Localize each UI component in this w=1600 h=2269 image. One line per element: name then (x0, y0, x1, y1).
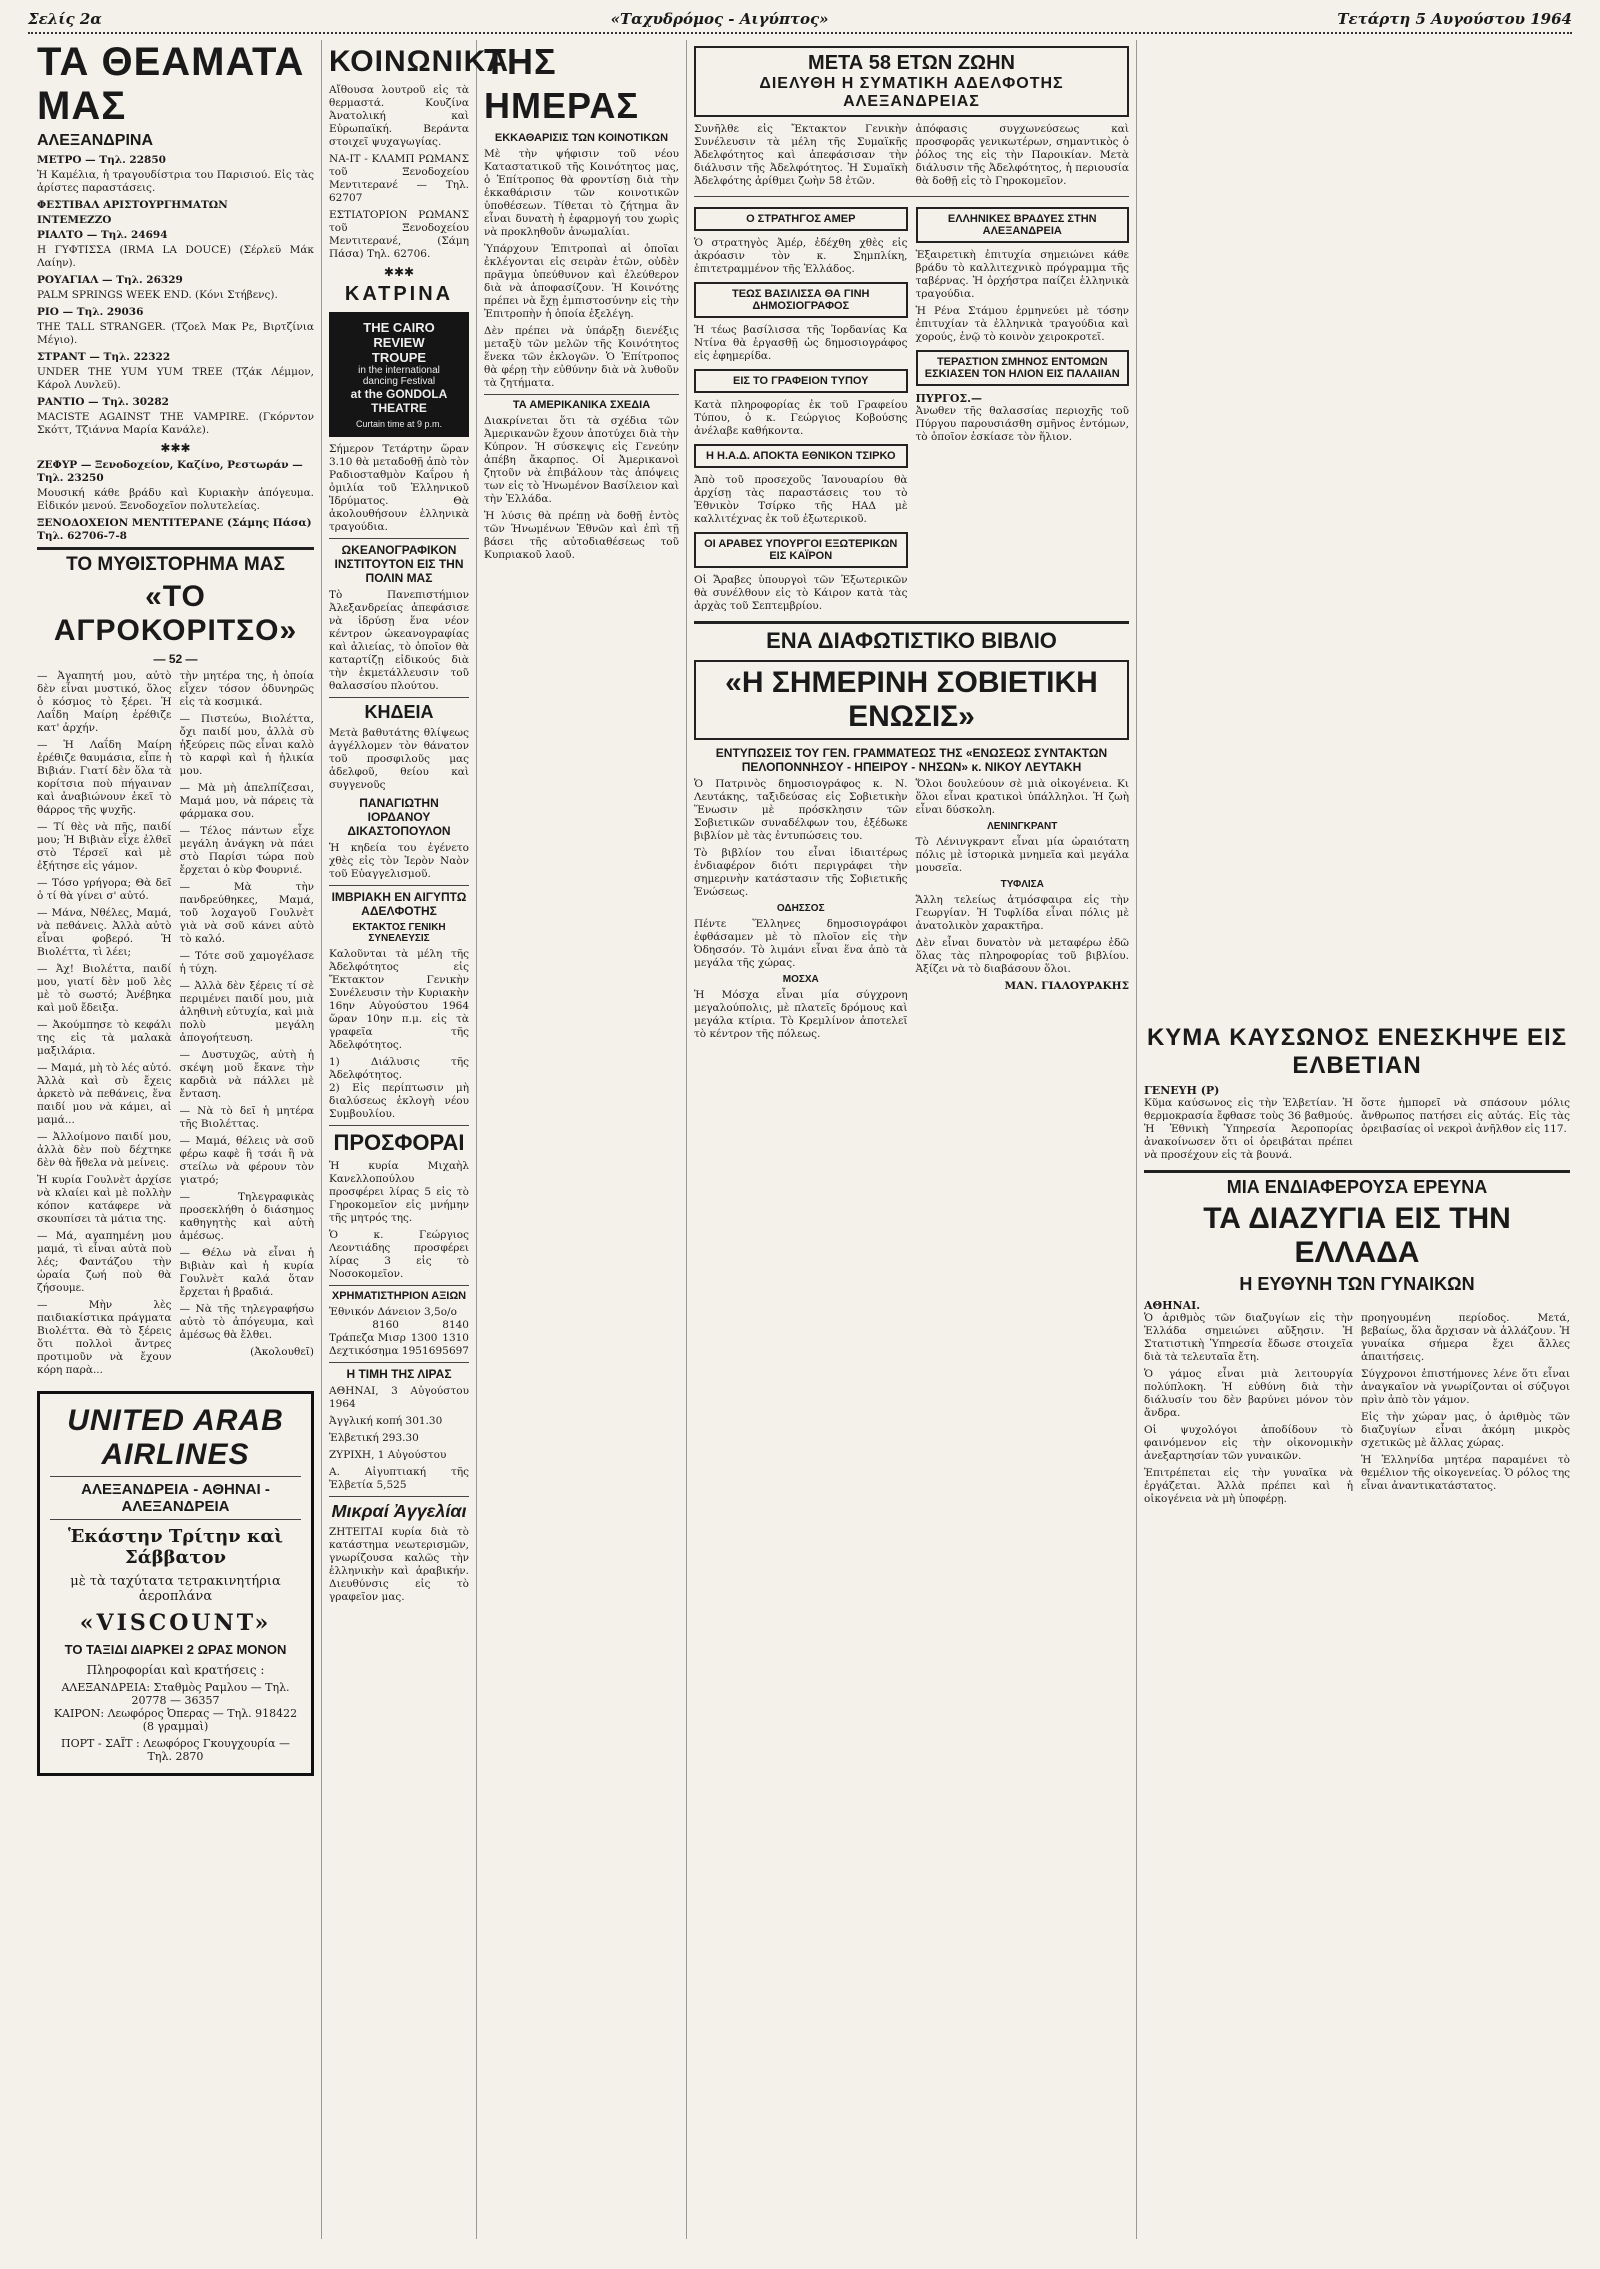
airline-office-portsaid: ΠΟΡΤ - ΣΑΪΤ : Λεωφόρος Γκουγχουρία — Τηλ. 2870 (61, 1737, 290, 1763)
airline-plane-text: μὲ τὰ ταχύτατα τετρακινητήρια ἀεροπλάνα (70, 1574, 281, 1604)
ad-note: Curtain time at 9 p.m. (355, 419, 443, 429)
pyrgos-dateline: ΠΥΡΓΟΣ.— (915, 392, 983, 405)
ad-line: THEATRE (371, 401, 427, 415)
airline-brand: UNITED ARAB AIRLINES (67, 1404, 284, 1471)
novel-title: «ΤΟ ΑΓΡΟΚΟΡΙΤΣΟ» (53, 580, 298, 647)
book-author: ΜΑΝ. ΓΙΑΛΟΥΡΑΚΗΣ (1004, 980, 1129, 992)
press-office-headline: ΕΙΣ ΤΟ ΓΡΑΦΕΙΟΝ ΤΥΠΟΥ (694, 369, 908, 393)
column-day: ΤΗΣ ΗΜΕΡΑΣ ΕΚΚΑΘΑΡΙΣΙΣ ΤΩΝ ΚΟΙΝΟΤΙΚΩΝ Μὲ τὴν ψήφισιν τοῦ νέου Καταστατικοῦ τῆς Κοινότητος μας, ὁ Ἐπίτροπος θὰ φροντίσῃ διὰ τὴν ἐκκαθάρισιν τῶν κοινοτικῶν ὑποθέσεων. Τίθεται τὸ ζήτημα ἂν εἶναι δυνατὴ ἡ ἐφαρμογή του χωρὶς νὰ προκληθοῦν ἀνωμαλίαι. Ὑπάρχουν Ἐπιτροπαὶ αἱ ὁποῖαι ἐκλέγονται εἰς σειρὰν ἐτῶν, οὐδὲν πρᾶγμα ὑπεύθυνον καὶ ἐλεύθερον διὰ νὰ ἀποφασίζουν. Ἡ Κοινότης πρέπει νὰ ἔχῃ ἐμπιστοσύνην εἰς τὴν Ἐπιτροπὴν ἡ ὁποία ἐξελέγη. Δὲν πρέπει νὰ ὑπάρξῃ διενέξις μεταξὺ τῶν μελῶν τῆς Κοινότητος ἕνεκα τῶν ἐκλογῶν. Ὁ Ἐπίτροπος θὰ φέρῃ τὴν εὐθύνην διὰ νὰ λυθοῦν τὰ ζητήματα. ΤΑ ΑΜΕΡΙΚΑΝΙΚΑ ΣΧΕΔΙΑ Διακρίνεται ὅτι τὰ σχέδια τῶν Ἀμερικανῶν ἔχουν ἀποτύχει διὰ τὴν Κύπρον. Ἡ σύσκεψις εἰς Γενεύην ἀπέβη ἄκαρπος. Οἱ Ἀμερικανοὶ ζητοῦν νὰ ἐπιβάλουν τὰς ἀπόψεις των εἰς τὸ Ἡνωμένον Βασίλειον καὶ τὴν Ἑλλάδα. Ἡ λύσις θὰ πρέπῃ νὰ δοθῇ ἐντὸς τῶν Ἡνωμένων Ἐθνῶν καὶ ἐπὶ τῇ βάσει τῆς αὐτοδιαθέσεως τοῦ Κυπριακοῦ λαοῦ. (477, 40, 687, 2239)
gold-row: ΑΘΗΝΑΙ, 3 Αὐγούστου 1964 (329, 1385, 469, 1410)
book-title: «Η ΣΗΜΕΡΙΝΗ ΣΟΒΙΕΤΙΚΗ ΕΝΩΣΙΣ» (694, 660, 1129, 740)
airline-route: ΑΛΕΞΑΝΔΡΕΙΑ - ΑΘΗΝΑΙ - ΑΛΕΞΑΝΔΡΕΙΑ (81, 1481, 270, 1515)
list-item: ΦΕΣΤΙΒΑΛ ΑΡΙΣΤΟΥΡΓΗΜΑΤΩΝ (37, 199, 228, 211)
funeral-title: ΚΗΔΕΙΑ (364, 702, 434, 722)
offerings-title: ΠΡΟΣΦΟΡΑΙ (333, 1130, 465, 1155)
table-row: Ἐθνικόν Δάνειον 3,5ο/ο (329, 1306, 457, 1318)
list-item: ΖΕΦΥΡ — Ξενοδοχείον, Καζίνο, Ρεστωράν — Τηλ. 23250 (37, 459, 303, 484)
column-theatres-novel (30, 40, 322, 2239)
gold-title: Η ΤΙΜΗ ΤΗΣ ΛΙΡΑΣ (346, 1367, 452, 1381)
greek-nights-headline: ΕΛΛΗΝΙΚΕΣ ΒΡΑΔΥΕΣ ΣΤΗΝ ΑΛΕΞΑΝΔΡΕΙΑ (916, 207, 1130, 243)
airline-office-cairo: ΚΑΙΡΟΝ: Λεωφόρος Ὀπερας — Τηλ. 918422 (8 γραμμαὶ) (53, 1707, 298, 1733)
heat-title: ΚΥΜΑ ΚΑΥΣΩΝΟΣ ΕΝΕΣΚΗΨΕ ΕΙΣ ΕΛΒΕΤΙΑΝ (1146, 1024, 1568, 1079)
airline-days: Ἑκάστην Τρίτην καὶ Σάββατον (67, 1526, 283, 1568)
airline-info: Πληροφορίαι καὶ κρατήσεις : (86, 1663, 265, 1677)
funeral-name: ΠΑΝΑΓΙΩΤΗΝ ΙΟΡΔΑΝΟΥ ΔΙΚΑΣΤΟΠΟΥΛΟΝ (347, 796, 451, 838)
book-subtitle: ΕΝΤΥΠΩΣΕΙΣ ΤΟΥ ΓΕΝ. ΓΡΑΜΜΑΤΕΩΣ ΤΗΣ «ΕΝΩΣΕΩΣ ΣΥΝΤΑΚΤΩΝ ΠΕΛΟΠΟΝΝΗΣΟΥ - ΗΠΕΙΡΟΥ - ΝΗΣΩΝ» κ. ΝΙΚΟΥ ΛΕΥΤΑΚΗ (715, 746, 1108, 774)
brotherhood-body: Συνῆλθε εἰς Ἔκτακτον Γενικὴν Συνέλευσιν τὰ μέλη τῆς Συμαϊκῆς Ἀδελφότητος καὶ ἀπεφάσισαν τὴν διάλυσιν τῆς Ἀδελφότητος. Ἡ Συμαϊκὴ Ἀδελφότης ἀρίθμει ζωὴν 58 ἐτῶν. ἀπόφασις συγχωνεύσεως καὶ προσφορᾶς γενικωτέρων, σημαντικὸς ὁ ῥόλος της εἰς τὴν Παροικίαν. Μετὰ διάλυσιν τῆς Ἀδελφότητος, ἡ περιουσία θὰ δοθῇ εἰς τὸ Γηροκομεῖον. (694, 123, 1129, 187)
book-body: Ὁ Πατρινὸς δημοσιογράφος κ. Ν. Λευτάκης, ταξιδεύσας εἰς Σοβιετικὴν Ἕνωσιν μὲ πρόσκλησιν τῶν Σοβιετικῶν συναδέλφων του, ἐξέδωκε βιβλίον μὲ τὰς ἐντυπώσεις του. Τὸ βιβλίον του εἶναι ἰδιαιτέρως ἐνδιαφέρον διότι περιγράφει τὴν σημερινὴν κατάστασιν τῆς Σοβιετικῆς Ἑνώσεως. ΟΔΗΣΣΟΣ Πέντε Ἕλληνες δημοσιογράφοι ἐφθάσαμεν μὲ τὸ πλοῖον εἰς τὴν Ὀδησσόν. Τὸ λιμάνι εἶναι ἕνα ἀπὸ τὰ μεγάλα τῆς χώρας. ΜΟΣΧΑ Ἡ Μόσχα εἶναι μία σύγχρονη μεγαλούπολις, μὲ πλατεῖς δρόμους καὶ μεγάλα κτίρια. Τὸ Κρεμλίνον ἀποτελεῖ τὸ κέντρον τῆς πόλεως. Ὅλοι δουλεύουν σὲ μιὰ οἰκογένεια. Κι ὅλοι εἶναι κρατικοὶ ὑπάλληλοι. Ἡ ζωὴ εἶναι δύσκολη. ΛΕΝΙΝΓΚΡΑΝΤ Τὸ Λένινγκραντ εἶναι μία ὡραιότατη πόλις μὲ ἱστορικὰ μνημεῖα καὶ μεγάλα μουσεῖα. ΤΥΦΛΙΣΑ Ἄλλη τελείως ἀτμόσφαιρα εἰς τὴν Γεωργίαν. Ἡ Τυφλίδα εἶναι πόλις μὲ ἀνατολικὸν χαρακτῆρα. Δὲν εἶναι δυνατὸν νὰ μεταφέρω ἐδῶ ὅλας τὰς πληροφορίας τοῦ βιβλίου. Ἀξίζει νὰ τὸ διαβάσουν ὅλοι. ΜΑΝ. ΓΙΑΛΟΥΡΑΚΗΣ (694, 778, 1129, 1040)
society-title: ΚΟΙΝΩΝΙΚΑ (329, 45, 510, 78)
day-subtitle-communities: ΕΚΚΑΘΑΡΙΣΙΣ ΤΩΝ ΚΟΙΝΟΤΙΚΩΝ (494, 132, 669, 144)
airline-office-alexandria: ΑΛΕΞΑΝΔΡΕΙΑ: Σταθμὸς Ραμλου — Τηλ. 20778 — 36357 (61, 1681, 290, 1707)
table-row: 8160 8140 (372, 1319, 469, 1331)
brotherhood-headline (694, 46, 1129, 117)
day-title: ΤΗΣ ΗΜΕΡΑΣ (484, 41, 639, 126)
list-item: ΙΝΤΕΜΕΖΖΟ (37, 214, 112, 226)
heat-body: Κῦμα καύσωνος εἰς τὴν Ἐλβετίαν. Ἡ θερμοκρασία ἔφθασε τοὺς 36 βαθμούς. Ἡ Ἐθνικὴ Ὑπηρεσία Ἀεροπορίας ἀνακοίνωσεν ὅτι οἱ ὀρειβάται πρέπει νὰ προσέχουν εἰς τὰ βουνά. ὅστε ἠμπορεῖ νὰ σπάσουν μόλις ἄνθρωπος πατήσει εἰς αὐτάς. Εἰς τὰς ὀρειβασίας οἱ νεκροὶ ἀνῆλθον εἰς 117. (1144, 1097, 1570, 1161)
divorce-subtitle: Η ΕΥΘΥΝΗ ΤΩΝ ΓΥΝΑΙΚΩΝ (1239, 1274, 1475, 1294)
brotherhood-subtitle: ΔΙΕΛΥΘΗ Η ΣΥΜΑΤΙΚΗ ΑΔΕΛΦΟΤΗΣ ΑΛΕΞΑΝΔΡΕΙΑΣ (759, 75, 1064, 110)
divorce-body: Ὁ ἀριθμὸς τῶν διαζυγίων εἰς τὴν Ἑλλάδα σημειώνει αὔξησιν. Ἡ Στατιστικὴ Ὑπηρεσία ἔδωσε στοιχεῖα διὰ τὰ τελευταῖα ἔτη. Ὁ γάμος εἶναι μιὰ λειτουργία πολύπλοκη. Ἡ εὐθύνη διὰ τὴν διάλυσίν του δὲν βαρύνει μόνον τὸν ἄνδρα. Οἱ ψυχολόγοι ἀποδίδουν τὸ φαινόμενον εἰς τὴν οἰκονομικὴν ἀνεξαρτησίαν τῶν γυναικῶν. Ἐπιτρέπεται εἰς τὴν γυναῖκα νὰ ἐργάζεται. Ἀλλὰ πρέπει καὶ ἡ οἰκογένεια νὰ μὴ ὑποφέρῃ. προηγουμένη περίοδος. Μετά, βεβαίως, ὅλα ἄρχισαν νὰ ἀλλάζουν. Ἡ γυναίκα σήμερα ἔχει ἄλλες ἀπαιτήσεις. Σύγχρονοι ἐπιστήμονες λένε ὅτι εἶναι ἀναγκαῖον νὰ γνωρίζονται οἱ σύζυγοι πρὶν ἀπὸ τὸν γάμον. Εἰς τὴν χώραν μας, ὁ ἀριθμὸς τῶν διαζυγίων εἶναι ἀκόμη μικρὸς σχετικῶς μὲ ἄλλας χώρας. Ἡ Ἑλληνίδα μητέρα παραμένει τὸ θεμέλιον τῆς οἰκογενείας. Ὁ ρόλος της εἶναι ἀναντικατάστατος. (1144, 1312, 1570, 1505)
cairo-review-ad (329, 312, 469, 437)
column-society: ΚΟΙΝΩΝΙΚΑ Αἴθουσα λουτροῦ εἰς τὰ θερμαστά. Κουζίνα Ἀνατολική καὶ Εὐρωπαϊκή. Βεράντα στοιχεῖ ψυχαγωγίας. ΝΑ-ΙΤ - ΚΛΑΜΠ ΡΩΜΑΝΣ τοῦ Ξενοδοχείου Μεντιτερανέ — Τηλ. 62707 ΕΣΤΙΑΤΟΡΙΟΝ ΡΩΜΑΝΣ τοῦ Ξενοδοχείου Μεντιτερανέ, (Σάμη Πάσα) Τηλ. 62706. ✱✱✱ ΚΑΤΡΙΝΑ THE CAIRO REVIEW TROUPE in the international dancing Festival at the GONDOLA THEATRE Curtain time at 9 p.m. Σήμερον Τετάρτην ὥραν 3.10 θὰ μεταδοθῇ ἀπὸ τὸν Ραδιοσταθμὸν Καΐρου ἡ ὁμιλία τοῦ Ἑλληνικοῦ Ἱδρύματος. Θὰ ἀκολουθήσουν ἑλληνικὰ τραγούδια. ΩΚΕΑΝΟΓΡΑΦΙΚΟΝ ΙΝΣΤΙΤΟΥΤΟΝ ΕΙΣ ΤΗΝ ΠΟΛΙΝ ΜΑΣ Τὸ Πανεπιστήμιον Ἀλεξανδρείας ἀπεφάσισε νὰ ἱδρύσῃ ἕνα νέον κέντρον ὠκεανογραφίας καὶ ἁλιείας, τὸ ὁποῖον θὰ καταρτίζῃ εἰδικούς διὰ τὴν ἐκμετάλλευσιν τοῦ θαλασσίου πλούτου. ΚΗΔΕΙΑ Μετὰ βαθυτάτης θλίψεως ἀγγέλλομεν τὸν θάνατον τοῦ προσφιλοῦς μας ἀδελφοῦ, θείου καὶ συγγενοῦς ΠΑΝΑΓΙΩΤΗΝ ΙΟΡΔΑΝΟΥ ΔΙΚΑΣΤΟΠΟΥΛΟΝ Ἡ κηδεία του ἐγένετο χθὲς εἰς τὸν Ἱερὸν Ναὸν τοῦ Εὐαγγελισμοῦ. ΙΜΒΡΙΑΚΗ ΕΝ ΑΙΓΥΠΤΩ ΑΔΕΛΦΟΤΗΣ ΕΚΤΑΚΤΟΣ ΓΕΝΙΚΗ ΣΥΝΕΛΕΥΣΙΣ Καλοῦνται τὰ μέλη τῆς Ἀδελφότητος εἰς Ἔκτακτον Γενικὴν Συνέλευσιν τὴν Κυριακὴν 16ην Αὐγούστου 1964 ὥραν 10ην π.μ. εἰς τὰ γραφεῖα τῆς Ἀδελφότητος. 1) Διάλυσις τῆς Ἀδελφότητος. 2) Εἰς περίπτωσιν μὴ διαλύσεως ἐκλογὴ νέου Συμβουλίου. ΠΡΟΣΦΟΡΑΙ Ἡ κυρία Μιχαὴλ Κανελλοπούλου προσφέρει λίρας 5 εἰς τὸ Γηροκομεῖον εἰς μνήμην τῆς μητρός της. Ὁ κ. Γεώργιος Λεοντιάδης προσφέρει λίρας 3 εἰς τὸ Νοσοκομεῖον. ΧΡΗΜΑΤΙΣΤΗΡΙΟΝ ΑΞΙΩΝ Ἐθνικόν Δάνειον 3,5ο/ο 8160 8140 Τράπεζα Μισρ 1300 1310 Δεχτικόσημα 1951 695 697 Η ΤΙΜΗ ΤΗΣ ΛΙΡΑΣ ΑΘΗΝΑΙ, 3 Αὐγούστου 1964 Ἀγγλική κοπή 301.30 Ἑλβετική 293.30 ΖΥΡΙΧΗ, 1 Αὐγούστου Α. Αἰγυπτιακή τῆς Ἐλβετία 5,525 Μικραί Ἀγγελίαι ΖΗΤΕΙΤΑΙ κυρία διὰ τὸ κατάστημα νεωτερισμῶν, γνωρίζουσα καλῶς τὴν ἑλληνικὴν καὶ ἀραβικήν. Διευθύνσις εἰς τὸ γραφεῖον μας. (322, 40, 477, 2239)
exchange-title: ΧΡΗΜΑΤΙΣΤΗΡΙΟΝ ΑΞΙΩΝ (331, 1290, 467, 1302)
novel-section-title: ΤΟ ΜΥΘΙΣΤΟΡΗΜΑ ΜΑΣ (66, 554, 285, 575)
gold-row: ΖΥΡΙΧΗ, 1 Αὐγούστου (329, 1449, 447, 1461)
gold-row: Α. Αἰγυπτιακή τῆς Ἐλβετία 5,525 (329, 1466, 469, 1491)
list-item: ΡΙΟ — Τηλ. 29036 (37, 306, 144, 318)
list-item: ΜΕΤΡΟ — Τηλ. 22850 (37, 154, 166, 166)
katrina-title: ΚΑΤΡΙΝΑ (344, 283, 454, 305)
divorce-dateline: ΑΘΗΝΑΙ. (1144, 1299, 1201, 1312)
book-section: ΜΟΣΧΑ (782, 974, 819, 985)
ad-line: TROUPE (371, 350, 427, 365)
column-brotherhood-book (687, 40, 1137, 2239)
insects-headline: ΤΕΡΑΣΤΙΟΝ ΣΜΗΝΟΣ ΕΝΤΟΜΩΝ ΕΣΚΙΑΣΕΝ ΤΟΝ ΗΛΙΟΝ ΕΙΣ ΠΑΛΑΙΙΑΝ (916, 350, 1130, 386)
heat-dateline: ΓΕΝΕΥΗ (Ρ) (1144, 1084, 1220, 1097)
amer-headline: Ο ΣΤΡΑΤΗΓΟΣ ΑΜΕΡ (694, 207, 908, 231)
list-item: ΞΕΝΟΔΟΧΕΙΟΝ ΜΕΝΤΙΤΕΡΑΝΕ (Σάμης Πάσα) Τηλ. 62706-7-8 (37, 517, 312, 542)
assembly-subtitle: ΕΚΤΑΚΤΟΣ ΓΕΝΙΚΗ ΣΥΝΕΛΕΥΣΙΣ (352, 922, 446, 944)
list-item: ΡΟΥΑΓΙΑΛ — Τηλ. 26329 (37, 274, 183, 286)
table-row: Δεχτικόσημα 1951 695 697 (329, 1345, 469, 1357)
article-body: Μὲ τὴν ψήφισιν τοῦ νέου Καταστατικοῦ τῆς Κοινότητος μας, ὁ Ἐπίτροπος θὰ φροντίσῃ διὰ τὴν ἐκκαθάρισιν τῶν κοινοτικῶν ὑποθέσεων. Τίθεται τὸ ζήτημα ἂν εἶναι δυνατὴ ἡ ἐφαρμογή του χωρὶς νὰ προκληθοῦν ἀνωμαλίαι. Ὑπάρχουν Ἐπιτροπαὶ αἱ ὁποῖαι ἐκλέγονται εἰς σειρὰν ἐτῶν, οὐδὲν πρᾶγμα ὑπεύθυνον καὶ ἐλεύθερον διὰ νὰ ἀποφασίζουν. Ἡ Κοινότης πρέπει νὰ ἔχῃ ἐμπιστοσύνην εἰς τὴν Ἐπιτροπὴν ἡ ὁποία ἐξελέγη. Δὲν πρέπει νὰ ὑπάρξῃ διενέξις μεταξὺ τῶν μελῶν τῆς Κοινότητος ἕνεκα τῶν ἐκλογῶν. Ὁ Ἐπίτροπος θὰ φέρῃ τὴν εὐθύνην διὰ νὰ λυθοῦν τὰ ζητήματα. (484, 148, 679, 389)
classifieds-title: Μικραί Ἀγγελίαι (331, 1501, 467, 1521)
theatres-title: ΤΑ ΘΕΑΜΑΤΑ ΜΑΣ (37, 40, 305, 128)
gold-row: Ἀγγλική κοπή 301.30 (329, 1415, 443, 1427)
tsirko-headline: Η Η.Α.Δ. ΑΠΟΚΤΑ ΕΘΝΙΚΟΝ ΤΣΙΡΚΟ (694, 444, 908, 468)
ad-line: dancing Festival (362, 376, 436, 387)
day-subtitle-american: ΤΑ ΑΜΕΡΙΚΑΝΙΚΑ ΣΧΕΔΙΑ (512, 399, 651, 411)
novel-continued: (Ἀκολουθεῖ) (250, 1346, 314, 1358)
airline-ad (37, 1391, 314, 1776)
brotherhood-title: ΜΕΤΑ 58 ΕΤΩΝ ΖΩΗΝ (808, 52, 1015, 74)
exchange-table (329, 1306, 469, 1358)
list-item: ΣΤΡΑΝΤ — Τηλ. 22322 (37, 351, 171, 363)
ad-line: in the international (358, 365, 440, 376)
novel-body: — Ἀγαπητή μου, αὐτὸ δὲν εἶναι μυστικό, ὅλος ὁ κόσμος τὸ ξέρει. Ἡ Λαΐδη Μαίρη ἐρέθιζε κατ' ἀρχήν. — Ἡ Λαΐδη Μαίρη ἐρέθιζε θαυμάσια, εἶπε ἡ Βιβιάν. Γιατί δὲν ὅλα τὰ κορίτσια ποὺ πήγαιναν καὶ ἀναβιώνουν ἐκεῖ τὸ θάρρος τῆς ψυχῆς. — Τί θὲς νὰ πῆς, παιδί μου; Ἡ Βιβιὰν εἶχε ἐλθεῖ στὸ Τέρσεϊ καὶ μὲ ἐξήτησε εἰς γάμον. — Τόσο γρήγορα; Θὰ δεῖ ὁ τί θὰ γίνει σ' αὐτό. — Μάνα, Νθέλες, Μαμά, νὰ πεθάνεις. Ἀλλὰ αὐτὸ εἶναι φοβερό. Ἡ Βιολέττα, τὶ λέει; — Ἀχ! Βιολέττα, παιδί μου, γιατί δὲν μοῦ λὲς μὲ τὸ σωστό; Ἀνέβηκα καὶ μοῦ ἔδειξα. — Ἀκούμπησε τὸ κεφάλι της εἰς τὰ μαλακὰ μαξιλάρια. — Μαμά, μὴ τὸ λές αὐτό. Ἀλλὰ καὶ σὺ ἔχεις ἀρκετὸ νὰ πεθάνεις, ἕνα παιδί μου νὰ κάμει, αἰ μαμά... — Ἀλλοίμονο παιδί μου, ἀλλὰ δὲν ποὺ δέχτηκε δὲν θὰ ἤθελα νὰ μείνεις. Ἡ κυρία Γουλνὲτ ἀρχίσε νὰ κλαίει καὶ μὲ πολλὴν κόπον κατάφερε νὰ σκουπίσει τὰ μάτια της. — Μά, αγαπημένη μου μαμά, τὶ εἶναι αὐτὰ ποὺ λές; Φαντάζου τὴν ὡραία ζωή ποὺ θὰ ζήσουμε. — Μὴν λὲς παιδιακίστικα πράγματα Βιολέττα. Θὰ τὸ ξέρεις ὅτι πολλοὶ ἄντρες προτιμοῦν νὰ ἔχουν κόρη παρὰ... τὴν μητέρα της, ἡ ὁποία εἶχεν τόσον ὀδυνηρῶς εἰς τὰ κοσμικά. — Πιστεύω, Βιολέττα, ὄχι παιδί μου, ἀλλὰ σὺ ἠξεύρεις πῶς εἶναι καλὸ τὸ καρφὶ καὶ ἡ ἡλικία μου. — Μὰ μὴ ἀπελπίζεσαι, Μαμά μου, νὰ πάρεις τὰ φάρμακα σου. — Τέλος πάντων εἶχε μεγάλη ἀνάγκη νὰ πάει στὸ Παρίσι τώρα ποὺ ἔρχεται ὁ κὺρ Φουρνιέ. — Μὰ τὴν πανδρεύθηκες, Μαμά, τοῦ λοχαγοῦ Γουλνὲτ γιὰ νὰ σοῦ κάνει αὐτὸ τὸ καλό. — Τότε σοῦ χαμογέλασε ἡ τύχη. — Ἀλλὰ δὲν ξέρεις τί σὲ περιμένει παιδί μου, μιὰ ἀληθινὴ εὐτυχία, καὶ μιὰ πολὺ μεγάλη ἀπογοήτευση. — Δυστυχῶς, αὐτὴ ἡ σκέψη μοῦ ἔκανε τὴν καρδιὰ νὰ πάλλει μὲ ἔνταση. — Νὰ τὸ δεῖ ἡ μητέρα τῆς Βιολέττας. — Μαμά, θέλεις νὰ σοῦ φέρω καφὲ ἢ τσάι ἢ νὰ στείλω νὰ φέρουν τὸν γιατρό; — Τηλεγραφικὰς προσεκλήθη ὁ διάσημος καθηγητὴς καὶ αὐτὴ ἀμέσως. — Θέλω νὰ εἶναι ἡ Βιβιὰν καὶ ἡ κυρία Γουλνὲτ καλά ὅταν ἔρχεται ἡ βραδιά. — Νὰ τῆς τηλεγραφήσω αὐτὸ τὸ ἀπόγευμα, καὶ ἀμέσως θὰ ἔλθει. (Ἀκολουθεῖ) (37, 670, 314, 1376)
novel-number: — 52 — (153, 652, 198, 666)
ocean-institute-title: ΩΚΕΑΝΟΓΡΑΦΙΚΟΝ ΙΝΣΤΙΤΟΥΤΟΝ ΕΙΣ ΤΗΝ ΠΟΛΙΝ ΜΑΣ (334, 543, 464, 585)
arab-ministers-headline: ΟΙ ΑΡΑΒΕΣ ΥΠΟΥΡΓΟΙ ΕΞΩΤΕΡΙΚΩΝ ΕΙΣ ΚΑΪΡΟΝ (694, 532, 908, 568)
book-section: ΤΥΦΛΙΣΑ (1000, 879, 1044, 890)
airline-plane: «VISCOUNT» (79, 1610, 272, 1636)
gold-row: Ἑλβετική 293.30 (329, 1432, 419, 1444)
page-header (28, 6, 1572, 34)
assembly-title: ΙΜΒΡΙΑΚΗ ΕΝ ΑΙΓΥΠΤΩ ΑΔΕΛΦΟΤΗΣ (331, 890, 467, 918)
theatres-city: ΑΛΕΞΑΝΔΡΙΝΑ (37, 132, 154, 149)
ad-line: THE CAIRO REVIEW (363, 320, 435, 350)
airline-duration: ΤΟ ΤΑΞΙΔΙ ΔΙΑΡΚΕΙ 2 ΩΡΑΣ ΜΟΝΟΝ (64, 1642, 287, 1657)
issue-date: Τετάρτη 5 Αυγούστου 1964 (1337, 10, 1572, 28)
divorce-kicker: ΜΙΑ ΕΝΔΙΑΦΕΡΟΥΣΑ ΕΡΕΥΝΑ (1226, 1177, 1488, 1197)
list-item: ΡΑΝΤΙΟ — Τηλ. 30282 (37, 396, 169, 408)
book-section: ΟΔΗΣΣΟΣ (776, 903, 825, 914)
divorce-title: ΤΑ ΔΙΑΖΥΓΙΑ ΕΙΣ ΤΗΝ ΕΛΛΑΔΑ (1203, 1202, 1511, 1269)
column-heat-divorce (1137, 1020, 1577, 2239)
table-row: Τράπεζα Μισρ 1300 1310 (329, 1332, 469, 1344)
list-item: ΡΙΑΛΤΟ — Τηλ. 24694 (37, 229, 168, 241)
book-section: ΛΕΝΙΝΓΚΡΑΝΤ (987, 821, 1058, 832)
briefs-grid: Ο ΣΤΡΑΤΗΓΟΣ ΑΜΕΡ Ὁ στρατηγὸς Ἀμέρ, ἐδέχθη χθὲς εἰς ἀκρόασιν τὸν κ. Σημπλίκη, ἐπιτετραμμένον τῆς Ἑλλάδος. ΤΕΩΣ ΒΑΣΙΛΙΣΣΑ ΘΑ ΓΙΝΗ ΔΗΜΟΣΙΟΓΡΑΦΟΣ Ἡ τέως βασίλισσα τῆς Ἰορδανίας Κα Ντίνα θὰ ἐργασθῇ ὡς δημοσιογράφος εἰς ἐφημερίδα. ΕΙΣ ΤΟ ΓΡΑΦΕΙΟΝ ΤΥΠΟΥ Κατὰ πληροφορίας ἐκ τοῦ Γραφείου Τύπου, ὁ κ. Γεώργιος Κοβούσης ἀνέλαβε καθήκοντα. Η Η.Α.Δ. ΑΠΟΚΤΑ ΕΘΝΙΚΟΝ ΤΣΙΡΚΟ Ἀπὸ τοῦ προσεχοῦς Ἰανουαρίου θὰ ἀρχίσῃ τὰς παραστάσεις του τὸ Ἐθνικὸν Τσίρκο τῆς ΗΑΔ μὲ καλλιτέχνας ἐκ τοῦ ἐξωτερικοῦ. ΟΙ ΑΡΑΒΕΣ ΥΠΟΥΡΓΟΙ ΕΞΩΤΕΡΙΚΩΝ ΕΙΣ ΚΑΪΡΟΝ Οἱ Ἄραβες ὑπουργοὶ τῶν Ἐξωτερικῶν θὰ συνέλθουν εἰς τὸ Κάιρον κατὰ τὰς ἀρχὰς τοῦ Σεπτεμβρίου. ΕΛΛΗΝΙΚΕΣ ΒΡΑΔΥΕΣ ΣΤΗΝ ΑΛΕΞΑΝΔΡΕΙΑ Ἐξαιρετικὴ ἐπιτυχία σημειώνει κάθε βράδυ τὸ καλλιτεχνικὸ πρόγραμμα τῆς ταβέρνας. Ἡ ὀρχήστρα παίζει ἑλληνικὰ τραγούδια. Ἡ Ρένα Στάμου ἑρμηνεύει μὲ τόσην ἐπιτυχίαν τὰ ἑλληνικὰ τραγούδια καὶ χορούς, ἐνῷ τὸ κοινὸν χειροκροτεῖ. ΤΕΡΑΣΤΙΟΝ ΣΜΗΝΟΣ ΕΝΤΟΜΩΝ ΕΣΚΙΑΣΕΝ ΤΟΝ ΗΛΙΟΝ ΕΙΣ ΠΑΛΑΙΙΑΝ ΠΥΡΓΟΣ.— Ἀνωθεν τῆς θαλασσίας περιοχῆς τοῦ Πύργου παρουσιάσθη σμῆνος ἐντόμων, τὸ ὁποῖον ἐσκίασε τὸν ἥλιον. (694, 201, 1129, 617)
book-kicker: ΕΝΑ ΔΙΑΦΩΤΙΣΤΙΚΟ ΒΙΒΛΙΟ (766, 628, 1057, 653)
theatres-list: ΜΕΤΡΟ — Τηλ. 22850 Ἡ Καμέλια, ἡ τραγουδίστρια του Παρισιού. Εἰς τὰς ἀρίστες παραστάσεις. ΦΕΣΤΙΒΑΛ ΑΡΙΣΤΟΥΡΓΗΜΑΤΩΝ ΙΝΤΕΜΕΖΖΟ ΡΙΑΛΤΟ — Τηλ. 24694 Η ΓΥΦΤΙΣΣΑ (IRMA LA DOUCE) (Σέρλεϋ Μάκ Λαίην). ΡΟΥΑΓΙΑΛ — Τηλ. 26329 PALM SPRINGS WEEK END. (Κόνι Στήβενς). ΡΙΟ — Τηλ. 29036 THE TALL STRANGER. (Τζοελ Μακ Ρε, Βιρτζίνια Μέγιο). ΣΤΡΑΝΤ — Τηλ. 22322 UNDER THE YUM YUM TREE (Τζάκ Λέμμον, Κάρολ Λυνλεϋ). ΡΑΝΤΙΟ — Τηλ. 30282 MACISTE AGAINST THE VAMPIRE. (Γκόρντον Σκόττ, Τζιάννα Μαρία Κανάλε). ✱✱✱ ΖΕΦΥΡ — Ξενοδοχείον, Καζίνο, Ρεστωράν — Τηλ. 23250 Μουσική κάθε βράδυ καὶ Κυριακὴν ἀπόγευμα. Εἰδικόν μενού. Ξενοδοχεῖον πολυτελείας. ΞΕΝΟΔΟΧΕΙΟΝ ΜΕΝΤΙΤΕΡΑΝΕ (Σάμης Πάσα) Τηλ. 62706-7-8 (37, 154, 314, 542)
page-number: Σελίς 2α (28, 10, 102, 28)
ad-line: at the GONDOLA (350, 387, 448, 401)
newspaper-name: «Ταχυδρόμος - Αιγύπτος» (610, 10, 829, 28)
queen-headline: ΤΕΩΣ ΒΑΣΙΛΙΣΣΑ ΘΑ ΓΙΝΗ ΔΗΜΟΣΙΟΓΡΑΦΟΣ (694, 282, 908, 318)
